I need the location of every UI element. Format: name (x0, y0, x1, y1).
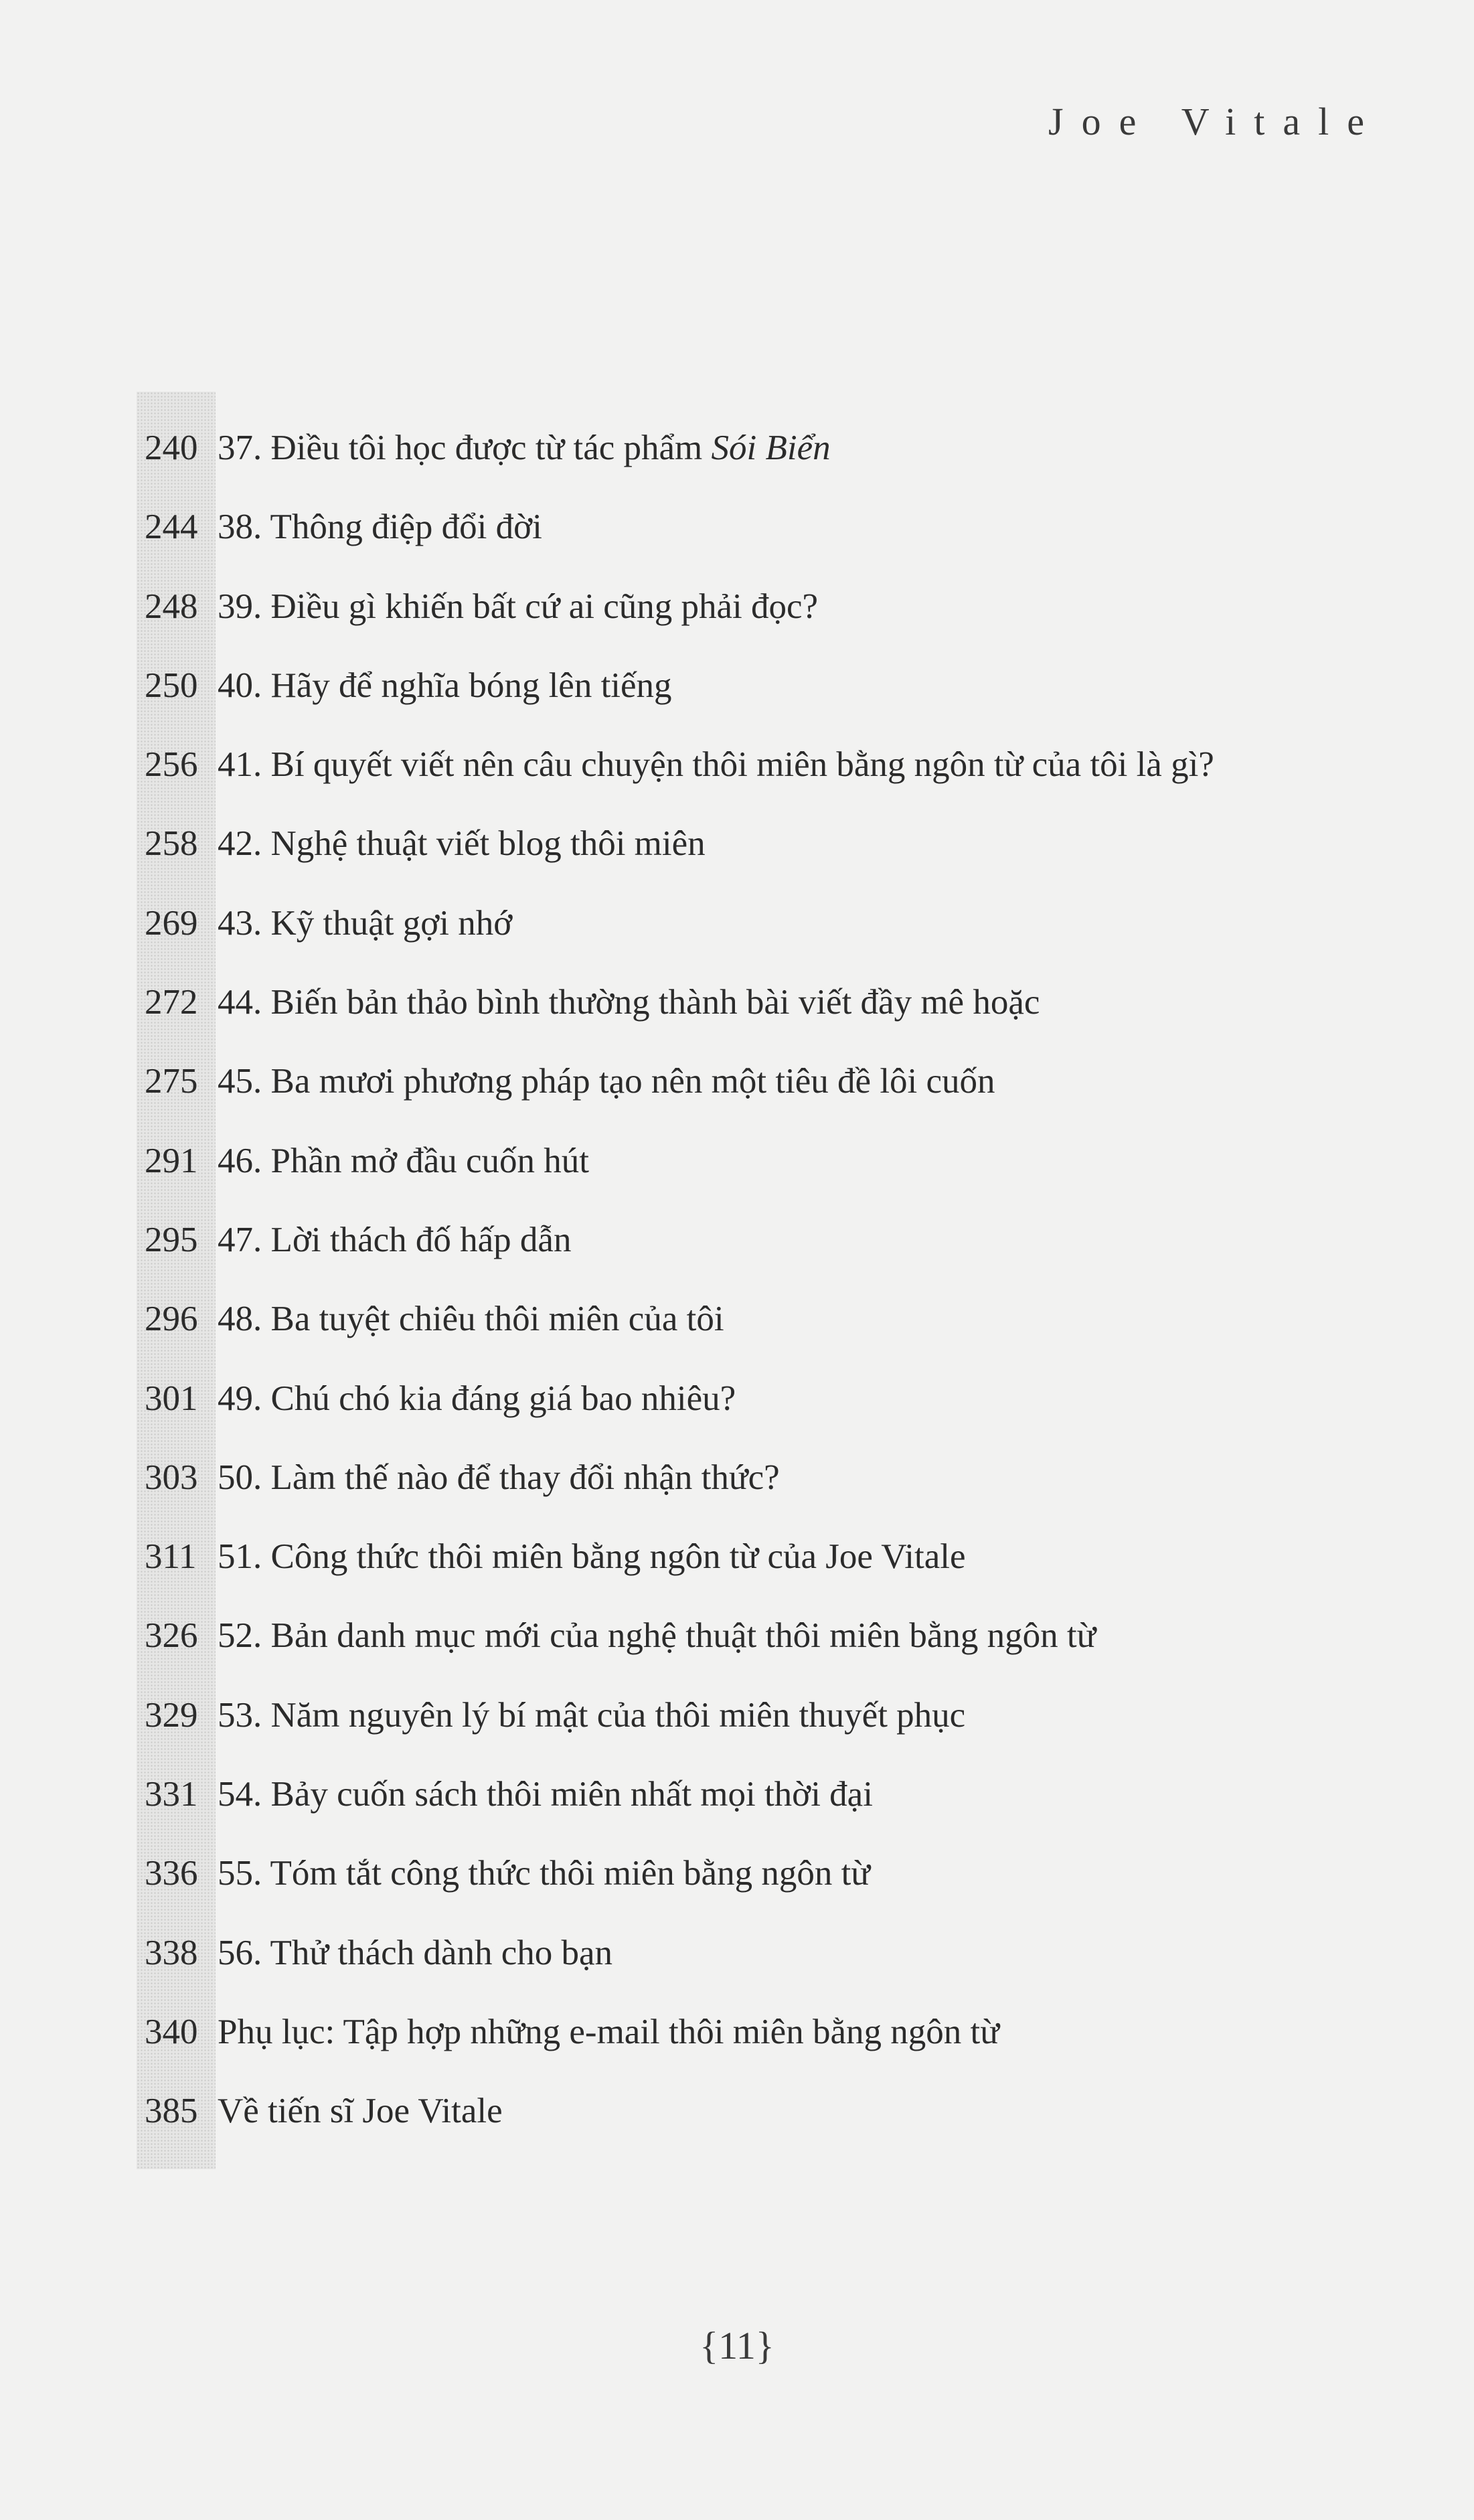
toc-entry-title-text: 45. Ba mươi phương pháp tạo nên một tiêu đề lôi cuốn (218, 1062, 995, 1101)
toc-page-number: 295 (145, 1220, 198, 1259)
toc-entry-title-text: 52. Bản danh mục mới của nghệ thuật thôi miên bằng ngôn từ (218, 1616, 1096, 1656)
toc-entry-title-text: 49. Chú chó kia đáng giá bao nhiêu? (218, 1379, 736, 1418)
toc-entry (0, 1359, 1474, 1438)
toc-entry-title (218, 487, 542, 566)
toc-entry-title-text: 53. Năm nguyên lý bí mật của thôi miên thuyết phục (218, 1695, 966, 1735)
toc-page-number: 303 (145, 1458, 198, 1497)
toc-entry-title (218, 1992, 999, 2071)
toc-entry-title-text: 41. Bí quyết viết nên câu chuyện thôi miên bằng ngôn từ của tôi là gì? (218, 745, 1214, 785)
toc-page-number: 275 (145, 1062, 198, 1101)
toc-page-number: 385 (145, 2092, 198, 2131)
toc-page-number: 326 (145, 1616, 198, 1656)
toc-page-number: 248 (145, 586, 198, 626)
toc-entry-title-text: 37. Điều tôi học được từ tác phẩm (218, 428, 712, 467)
toc-entry (0, 1596, 1474, 1675)
toc-entry (0, 1200, 1474, 1279)
toc-entry-title (218, 725, 1214, 804)
toc-entry-title (218, 884, 512, 963)
toc-entry-title-italic: Sói Biển (711, 428, 831, 467)
toc-entry-title-text: 38. Thông điệp đổi đời (218, 507, 542, 547)
toc-entry-title-text: 51. Công thức thôi miên bằng ngôn từ của Joe Vitale (218, 1537, 966, 1577)
toc-page-number: 258 (145, 824, 198, 864)
toc-entry-title (218, 567, 818, 646)
toc-page-number: 336 (145, 1854, 198, 1893)
toc-entry-title-text: 48. Ba tuyệt chiêu thôi miên của tôi (218, 1300, 724, 1339)
toc-page-number: 250 (145, 665, 198, 705)
toc-entry-title (218, 646, 672, 725)
toc-entry-title-text: 50. Làm thế nào để thay đổi nhận thức? (218, 1458, 780, 1497)
toc-entry (0, 884, 1474, 963)
page-folio: {11} (700, 2324, 774, 2367)
toc-entry-title-text: 39. Điều gì khiến bất cứ ai cũng phải đọc? (218, 586, 819, 626)
toc-entry-title-text: 56. Thử thách dành cho bạn (218, 1933, 612, 1972)
toc-page-number: 311 (145, 1537, 197, 1577)
toc-entry-title-text: 43. Kỹ thuật gợi nhớ (218, 903, 513, 943)
toc-entry (0, 1121, 1474, 1200)
toc-entry-title (218, 1200, 571, 1279)
toc-entry-title (218, 1913, 612, 1992)
toc-entry (0, 646, 1474, 725)
toc-entry (0, 487, 1474, 566)
toc-entry-title-text: Phụ lục: Tập hợp những e-mail thôi miên bằng ngôn từ (218, 2012, 999, 2051)
toc-entry-title (218, 2071, 503, 2150)
toc-entry-title (218, 1438, 780, 1517)
toc-entry-title (218, 1676, 965, 1755)
toc-page-number: 256 (145, 745, 198, 785)
toc-entry-title (218, 1596, 1096, 1675)
toc-entry (0, 725, 1474, 804)
toc-entry (0, 963, 1474, 1042)
toc-page-number: 269 (145, 903, 198, 943)
toc-entry (0, 1279, 1474, 1358)
toc-page-number: 244 (145, 507, 198, 547)
toc-entry (0, 1042, 1474, 1121)
toc-entry-title-text: 46. Phần mở đầu cuốn hút (218, 1141, 590, 1180)
toc-entry (0, 804, 1474, 883)
toc-entry-title (218, 1279, 724, 1358)
toc-page-number: 296 (145, 1300, 198, 1339)
toc-entry (0, 1438, 1474, 1517)
toc-entry-title-text: 42. Nghệ thuật viết blog thôi miên (218, 824, 706, 864)
running-header: Joe Vitale (1048, 100, 1382, 143)
toc-entry (0, 2071, 1474, 2150)
toc-entry-title (218, 1042, 995, 1121)
table-of-contents (0, 408, 1474, 2151)
toc-entry-title-text: 55. Tóm tắt công thức thôi miên bằng ngôn từ (218, 1854, 871, 1893)
toc-page-number: 291 (145, 1141, 198, 1180)
toc-page-number: 240 (145, 428, 198, 467)
toc-entry-title-text: 54. Bảy cuốn sách thôi miên nhất mọi thời đại (218, 1775, 873, 1814)
toc-page-number: 340 (145, 2012, 198, 2051)
toc-entry (0, 1834, 1474, 1913)
toc-entry-title-text: Về tiến sĩ Joe Vitale (218, 2092, 503, 2131)
toc-entry (0, 1676, 1474, 1755)
toc-entry-title-text: 47. Lời thách đố hấp dẫn (218, 1220, 572, 1259)
toc-entry-title (218, 1834, 870, 1913)
toc-entry-title (218, 963, 1040, 1042)
toc-page-number: 301 (145, 1379, 198, 1418)
toc-entry-title-text: 40. Hãy để nghĩa bóng lên tiếng (218, 665, 672, 705)
toc-entry-title (218, 408, 831, 487)
toc-entry-title (218, 1517, 966, 1596)
toc-entry-title (218, 1359, 736, 1438)
toc-entry-title (218, 1121, 589, 1200)
toc-page-number: 329 (145, 1695, 198, 1735)
toc-entry (0, 408, 1474, 487)
toc-entry (0, 1755, 1474, 1834)
toc-entry-title (218, 1755, 873, 1834)
toc-entry (0, 1992, 1474, 2071)
toc-entry-title-text: 44. Biến bản thảo bình thường thành bài viết đầy mê hoặc (218, 983, 1040, 1022)
toc-page-number: 338 (145, 1933, 198, 1972)
toc-page-number: 331 (145, 1775, 198, 1814)
toc-page-number: 272 (145, 983, 198, 1022)
toc-entry (0, 1913, 1474, 1992)
toc-entry-title (218, 804, 706, 883)
toc-entry (0, 567, 1474, 646)
toc-entry (0, 1517, 1474, 1596)
